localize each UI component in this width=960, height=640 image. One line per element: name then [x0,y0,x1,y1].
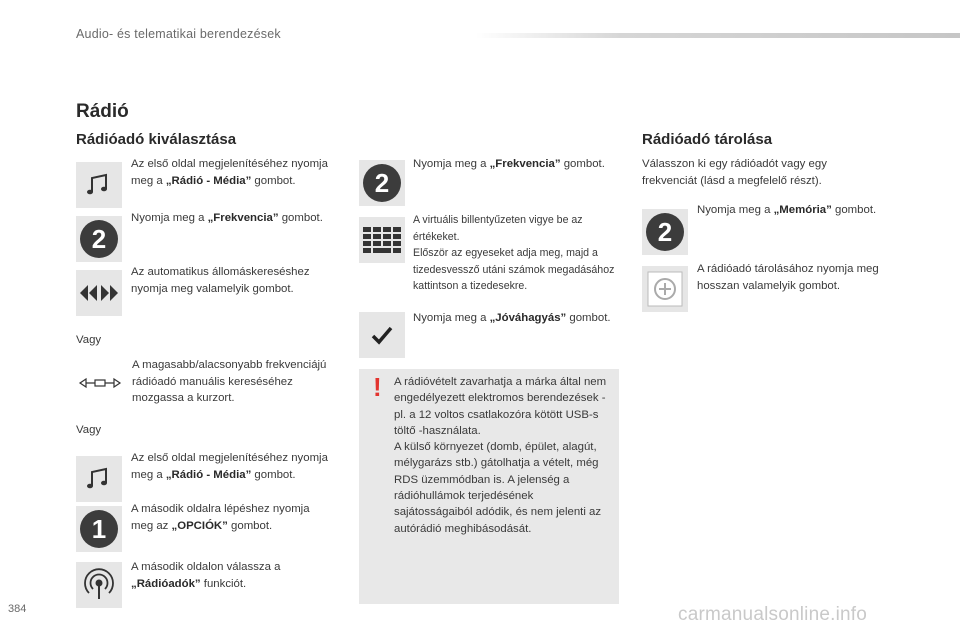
left-step-7: A második oldalon válassza a „Rádióadók” funkciót. [131,561,281,590]
left-step-2: Nyomja meg a „Frekvencia” gombot. [131,212,323,224]
page-number: 384 [8,603,27,615]
right-step-2: A rádióadó tárolásához nyomja meg hosszan valamelyik gombot. [697,263,879,292]
header-divider [476,33,960,38]
or-label-1: Vagy [76,334,102,346]
left-step-1: Az első oldal megjelenítéséhez nyomja meg a „Rádió - Média” gombot. [131,158,328,187]
checkmark-icon [359,312,405,358]
middle-step-3: Nyomja meg a „Jóváhagyás” gombot. [413,312,611,324]
seek-arrows-icon [76,270,122,316]
radio-signal-icon [76,562,122,608]
step-number-icon-1 [76,506,122,552]
warning-icon: ! [373,372,382,402]
step-number-icon-2c [642,209,688,255]
warning-text: A rádióvételt zavarhatja a márka által nem engedélyezett elektromos berendezések - pl. a 12 voltos csatlakozóra kötött USB-s töltő -használata. A külső környezet (domb, épület, alagút, mélygarázs stb.) gátolhatja a vételt, még RDS üzemmódban is. A jelenség a rádióhullámok terjedésének sajátosságaiból adódik, és nem jelenti az autórádió meghibásodását. [394,376,607,535]
middle-step-1: Nyomja meg a „Frekvencia” gombot. [413,158,605,170]
svg-text:2: 2 [657,217,673,247]
middle-step-2: A virtuális billentyűzeten vigye be az értékeket. Először az egyeseket adja meg, majd a tizedesvessző utáni számok megadásához kattintson a tizedesekre. [413,214,615,293]
watermark: carmanualsonline.info [678,604,868,625]
left-step-6: A második oldalra lépéshez nyomja meg az „OPCIÓK” gombot. [131,503,310,532]
add-preset-icon [642,266,688,312]
right-step-1: Nyomja meg a „Memória” gombot. [697,204,877,216]
svg-text:2: 2 [91,224,107,254]
left-step-4: A magasabb/alacsonyabb frekvenciájú rádióadó manuális kereséséhez mozgassa a kurzort. [132,359,327,404]
step-number-icon-2b [359,160,405,206]
music-note-icon [76,162,122,208]
right-intro: Válasszon ki egy rádióadót vagy egy frekvenciát (lásd a megfelelő részt). [642,158,827,187]
step-number-icon [76,216,122,262]
page-title: Rádió [76,101,129,122]
left-step-3: Az automatikus állomáskereséshez nyomja meg valamelyik gombot. [131,266,310,295]
section-header: Audio- és telematikai berendezések [76,27,281,41]
frequency-slider-icon [76,368,124,398]
left-heading: Rádióadó kiválasztása [76,131,237,148]
left-step-5: Az első oldal megjelenítéséhez nyomja meg a „Rádió - Média” gombot. [131,452,328,481]
virtual-keypad-icon [359,217,405,263]
music-note-icon-2 [76,456,122,502]
svg-text:2: 2 [374,168,390,198]
or-label-2: Vagy [76,424,102,436]
right-heading: Rádióadó tárolása [642,131,773,148]
svg-text:1: 1 [91,514,107,544]
